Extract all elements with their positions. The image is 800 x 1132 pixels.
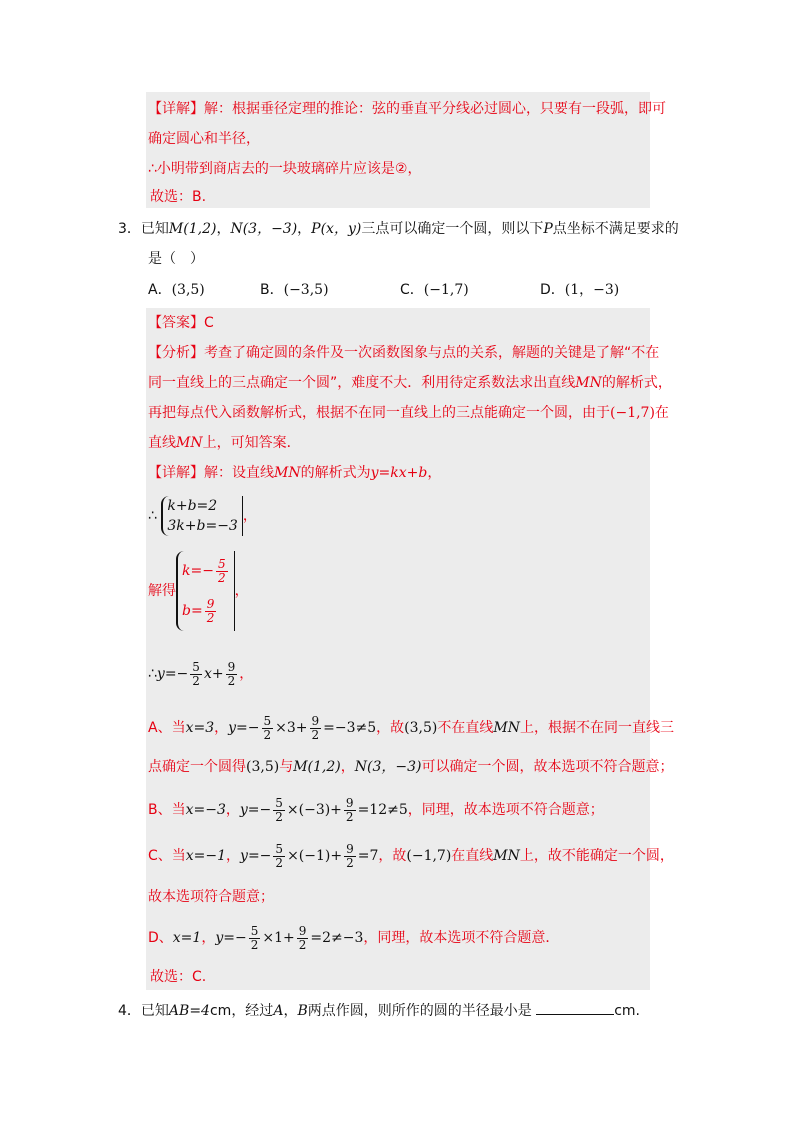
answer-line: 【答案】C <box>148 315 214 331</box>
check-a-line-2: 点确定一个圆得(3,5)与M(1,2)，N(3，−3)可以确定一个圆，故本选项不符合题意； <box>148 759 674 775</box>
option-c: C．(−1,7) <box>400 282 469 298</box>
option-d: D．(1，−3) <box>540 282 620 298</box>
check-c-line-2: 故本选项符合题意； <box>148 889 274 905</box>
question-number: 4． <box>118 1003 141 1019</box>
check-a-line-1: A、当x=3，y=− $\frac{5}{2}$ ×3+ $\frac{9}{2}$ =−3≠5，故(3,5)不在直线MN上，根据不在同一直线三 <box>148 713 674 742</box>
check-d-line: D、x=1，y=− $\frac{5}{2}$ ×1+ $\frac{9}{2}$ =2≠−3，同理，故本选项不符合题意． <box>148 923 560 952</box>
detail-tag: 【详解】 <box>148 101 204 117</box>
system-1-row-2: 3k+b=−3 <box>167 518 238 534</box>
q2-detail-line-2: 确定圆心和半径， <box>148 131 260 147</box>
option-a: A．(3,5) <box>148 282 205 298</box>
equation-system-1: ∴ k+b=2 3k+b=−3 ， <box>148 498 257 534</box>
q4-stem: 4．已知AB=4cm，经过A，B两点作圆，则所作的圆的半径最小是 cm. <box>118 1000 640 1022</box>
q2-detail-line-3: ∴小明带到商店去的一块玻璃碎片应该是②， <box>148 161 422 177</box>
q3-stem-line-1: 3．已知M(1,2)，N(3，−3)，P(x，y)三点可以确定一个圆，则以下P点坐标不满足要求的 <box>118 221 679 237</box>
q3-stem-line-2: 是（ ） <box>148 251 204 267</box>
analysis-line-2: 同一直线上的三点确定一个圆”，难度不大．利用待定系数法求出直线MN的解析式， <box>148 375 672 391</box>
analysis-line-4: 直线MN上，可知答案． <box>148 435 301 451</box>
check-b-line: B、当x=−3，y=− $\frac{5}{2}$ ×(−3)+ $\frac{9}{2}$ =12≠5，同理，故本选项不符合题意； <box>148 795 604 824</box>
system-1-row-1: k+b=2 <box>167 498 218 514</box>
option-b: B．(−3,5) <box>260 282 329 298</box>
system-1-body <box>161 496 242 536</box>
analysis-line-3: 再把每点代入函数解析式，根据不在同一直线上的三点能确定一个圆，由于(−1,7)在 <box>148 405 669 421</box>
answer-blank[interactable] <box>536 1000 614 1015</box>
q2-detail-line-4: 故选：B. <box>150 189 207 205</box>
equation-system-2: 解得 k=− $\frac{5}{2}$ b= $\frac{9}{2}$ ， <box>148 548 249 634</box>
check-c-line-1: C、当x=−1，y=− $\frac{5}{2}$ ×(−1)+ $\frac{9}{2}$ =7，故(−1,7)在直线MN上，故不能确定一个圆， <box>148 841 674 870</box>
q2-detail-line-1: 【详解】解：根据垂径定理的推论：弦的垂直平分线必过圆心，只要有一段弧，即可 <box>148 101 666 117</box>
final-choice: 故选：C. <box>150 969 207 985</box>
detail-line-1: 【详解】解：设直线MN的解析式为y=kx+b， <box>148 465 442 481</box>
question-number: 3． <box>118 221 141 237</box>
line-equation: ∴y=− $\frac{5}{2}$ x+ $\frac{9}{2}$ ， <box>148 659 254 688</box>
analysis-line-1: 【分析】考查了确定圆的条件及一次函数图象与点的关系，解题的关键是了解“不在 <box>148 345 660 361</box>
